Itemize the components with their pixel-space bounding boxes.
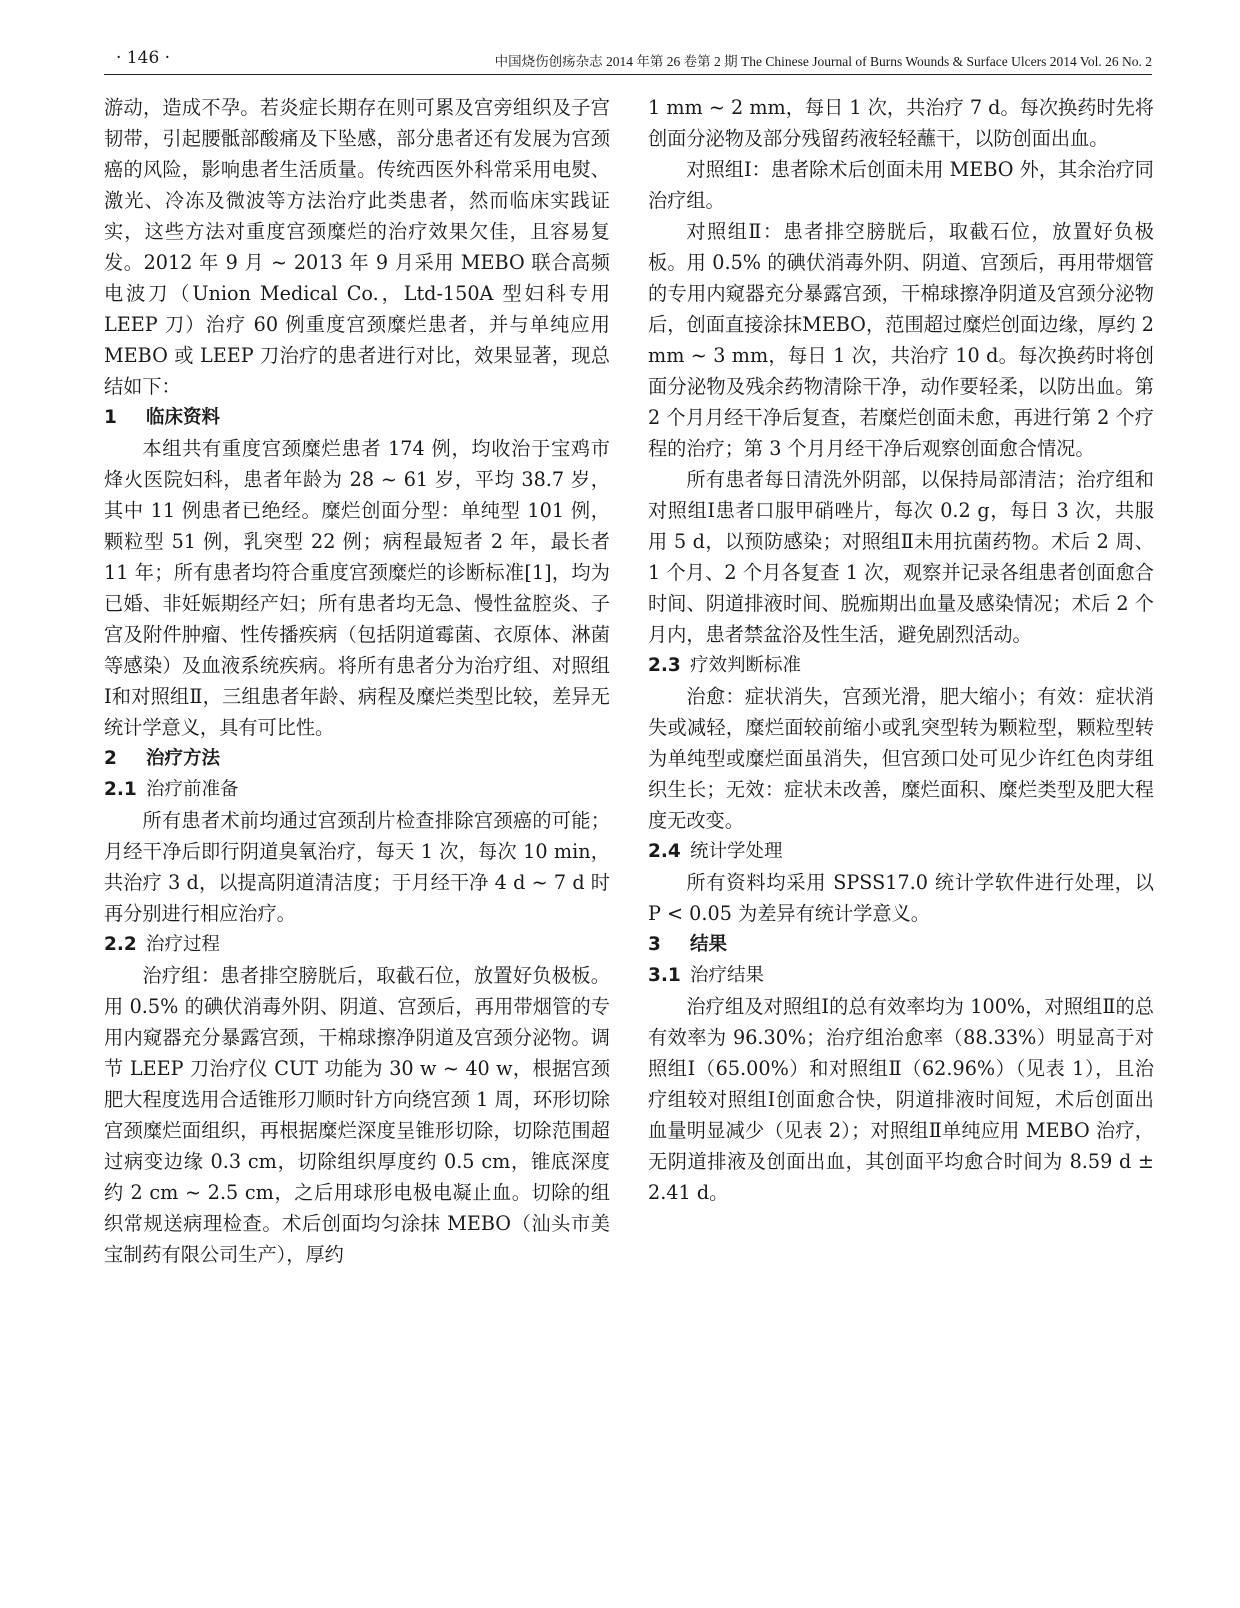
preparation-paragraph: 所有患者术前均通过宫颈刮片检查排除宫颈癌的可能；月经干净后即行阴道臭氧治疗，每天 1 次，每次 10 min，共治疗 3 d，以提高阴道清洁度；于月经干净 4 d ~ 7 d 时再分别进行相应治疗。 <box>104 809 610 925</box>
section-heading-treatment-method: 2 治疗方法 <box>104 748 221 769</box>
left-column <box>104 92 610 1270</box>
efficacy-criteria-paragraph: 治愈：症状消失，宫颈光滑，肥大缩小；有效：症状消失或减轻，糜烂面较前缩小或乳突型转为颗粒型，颗粒型转为单纯型或糜烂面虽消失，但宫颈口处可见少许红色肉芽组织生长；无效：症状未改善，糜烂面积、糜烂类型及肥大程度无改变。 <box>648 685 1154 832</box>
subsection-heading-preparation: 2.1 治疗前准备 <box>104 779 239 800</box>
clinical-data-paragraph: 本组共有重度宫颈糜烂患者 174 例，均收治于宝鸡市烽火医院妇科，患者年龄为 28 ~ 61 岁，平均 38.7 岁，其中 11 例患者已绝经。糜烂创面分型：单纯型 101 例，颗粒型 51 例，乳突型 22 例；病程最短者 2 年，最长者 11 年；所有患者均符合重度宫颈糜烂的诊断标准[1]，均为已婚、非妊娠期经产妇；所有患者均无急、慢性盆腔炎、子宫及附件肿瘤、性传播疾病（包括阴道霉菌、衣原体、淋菌等感染）及血液系统疾病。将所有患者分为治疗组、对照组Ⅰ和对照组Ⅱ，三组患者年龄、病程及糜烂类型比较，差异无统计学意义，具有可比性。 <box>104 437 610 739</box>
treatment-group-paragraph-continued: 1 mm ~ 2 mm，每日 1 次，共治疗 7 d。每次换药时先将创面分泌物及部分残留药液轻轻蘸干，以防创面出血。 <box>648 96 1154 150</box>
control-group-2-paragraph: 对照组Ⅱ：患者排空膀胱后，取截石位，放置好负极板。用 0.5% 的碘伏消毒外阴、阴道、宫颈后，再用带烟管的专用内窥器充分暴露宫颈，干棉球擦净阴道及宫颈分泌物后，创面直接涂抹MEBO，范围超过糜烂创面边缘，厚约 2 mm ~ 3 mm，每日 1 次，共治疗 10 d。每次换药时将创面分泌物及残余药物清除干净，动作要轻柔，以防出血。第 2 个月月经干净后复查，若糜烂创面未愈，再进行第 2 个疗程的治疗；第 3 个月月经干净后观察创面愈合情况。 <box>648 220 1154 460</box>
page-number: · 146 · <box>116 48 171 68</box>
subsection-heading-treatment-results: 3.1 治疗结果 <box>648 965 765 986</box>
right-column <box>648 92 1154 1208</box>
subsection-heading-process: 2.2 治疗过程 <box>104 934 221 955</box>
subsection-heading-statistics: 2.4 统计学处理 <box>648 841 783 862</box>
intro-paragraph-continued: 游动，造成不孕。若炎症长期存在则可累及宫旁组织及子宫韧带，引起腰骶部酸痛及下坠感，部分患者还有发展为宫颈癌的风险，影响患者生活质量。传统西医外科常采用电熨、激光、冷冻及微波等方法治疗此类患者，然而临床实践证实，这些方法对重度宫颈糜烂的治疗效果欠佳，且容易复发。2012 年 9 月 ~ 2013 年 9 月采用 MEBO 联合高频电波刀（Union Medical Co.，Ltd-150A 型妇科专用 LEEP 刀）治疗 60 例重度宫颈糜烂患者，并与单纯应用 MEBO 或 LEEP 刀治疗的患者进行对比，效果显著，现总结如下： <box>104 96 610 398</box>
all-patients-paragraph: 所有患者每日清洗外阴部，以保持局部清洁；治疗组和对照组Ⅰ患者口服甲硝唑片，每次 0.2 g，每日 3 次，共服用 5 d，以预防感染；对照组Ⅱ未用抗菌药物。术后 2 周、1 个月、2 个月各复查 1 次，观察并记录各组患者创面愈合时间、阴道排液时间、脱痂期出血量及感染情况；术后 2 个月内，患者禁盆浴及性生活，避免剧烈活动。 <box>648 468 1154 646</box>
running-header <box>104 46 1152 75</box>
results-paragraph: 治疗组及对照组Ⅰ的总有效率均为 100%，对照组Ⅱ的总有效率为 96.30%；治疗组治愈率（88.33%）明显高于对照组Ⅰ（65.00%）和对照组Ⅱ（62.96%）（见表 1），且治疗组较对照组Ⅰ创面愈合快，阴道排液时间短，术后创面出血量明显减少（见表 2）；对照组Ⅱ单纯应用 MEBO 治疗，无阴道排液及创面出血，其创面平均愈合时间为 8.59 d ± 2.41 d。 <box>648 995 1154 1204</box>
statistics-paragraph: 所有资料均采用 SPSS17.0 统计学软件进行处理，以 P < 0.05 为差异有统计学意义。 <box>648 871 1154 925</box>
control-group-1-paragraph: 对照组Ⅰ：患者除术后创面未用 MEBO 外，其余治疗同治疗组。 <box>648 158 1154 212</box>
running-title: 中国烧伤创疡杂志 2014 年第 26 卷第 2 期 The Chinese Journal of Burns Wounds & Surface Ulcers 2014 Vol. 26 No. 2 <box>494 54 1152 69</box>
section-heading-results: 3 结果 <box>648 934 728 955</box>
subsection-heading-efficacy-criteria: 2.3 疗效判断标准 <box>648 655 802 676</box>
treatment-group-paragraph: 治疗组：患者排空膀胱后，取截石位，放置好负极板。用 0.5% 的碘伏消毒外阴、阴道、宫颈后，再用带烟管的专用内窥器充分暴露宫颈，干棉球擦净阴道及宫颈分泌物。调节 LEEP 刀治疗仪 CUT 功能为 30 w ~ 40 w，根据宫颈肥大程度选用合适锥形刀顺时针方向绕宫颈 1 周，环形切除宫颈糜烂面组织，再根据糜烂深度呈锥形切除，切除范围超过病变边缘 0.3 cm，切除组织厚度约 0.5 cm，锥底深度约 2 cm ~ 2.5 cm，之后用球形电极电凝止血。切除的组织常规送病理检查。术后创面均匀涂抹 MEBO（汕头市美宝制药有限公司生产），厚约 <box>104 964 610 1266</box>
section-heading-clinical-data: 1 临床资料 <box>104 407 221 428</box>
